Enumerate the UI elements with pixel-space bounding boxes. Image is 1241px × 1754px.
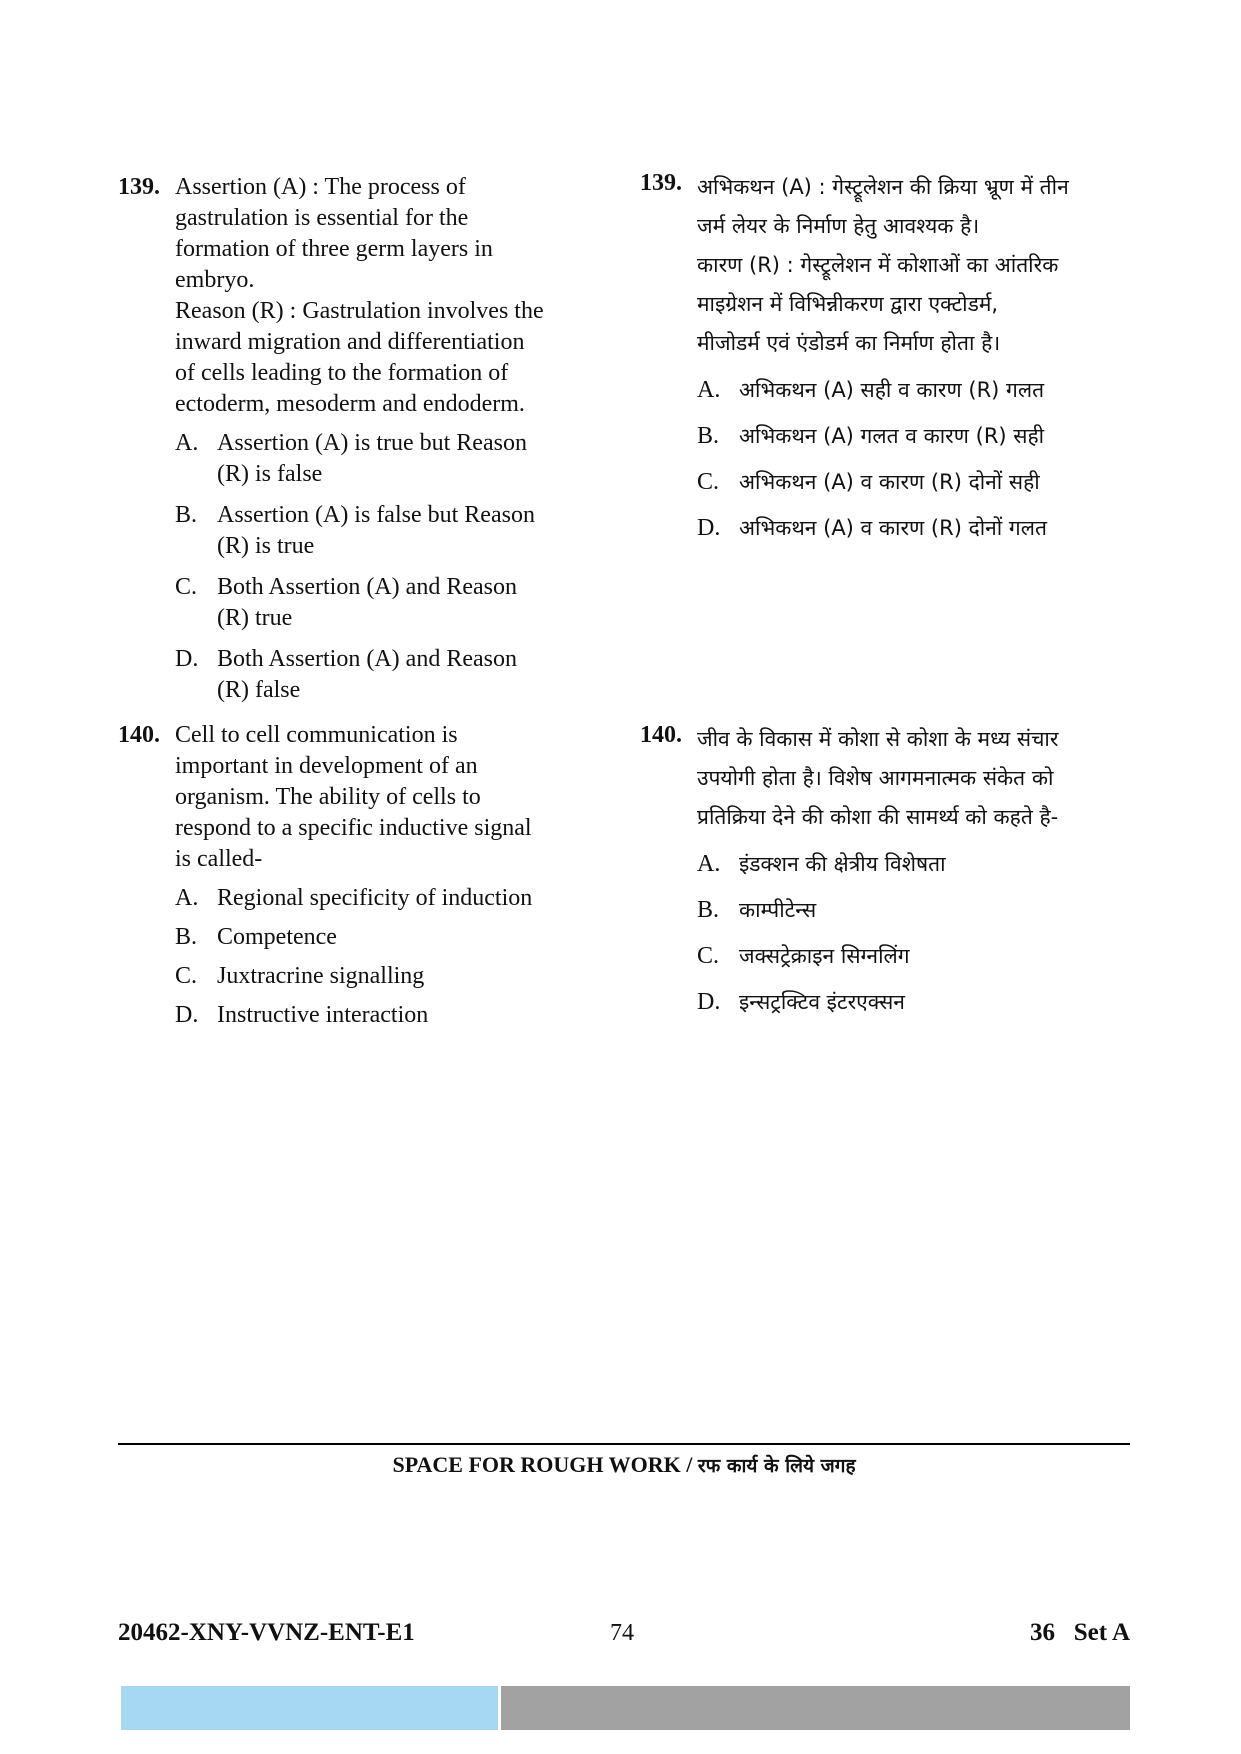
option-letter: A. — [697, 377, 721, 403]
option-text: अभिकथन (A) व कारण (R) दोनों गलत — [739, 516, 1047, 540]
option-b[interactable] — [175, 500, 618, 562]
footer-bar-blue — [121, 1686, 498, 1730]
option-letter: C. — [697, 469, 720, 495]
option-c[interactable] — [175, 961, 618, 992]
option-line: Both Assertion (A) and Reason — [217, 646, 517, 672]
option-d[interactable] — [697, 983, 1130, 1021]
option-c[interactable] — [697, 937, 1130, 975]
english-column — [118, 172, 618, 1039]
question-line: is called- — [175, 846, 263, 872]
question-line: gastrulation is essential for the — [175, 205, 469, 231]
question-line: Reason (R) : Gastrulation involves the — [175, 298, 544, 324]
question-text — [175, 720, 618, 875]
option-letter: A. — [175, 885, 199, 911]
option-letter: D. — [697, 989, 721, 1015]
option-letter: D. — [697, 515, 721, 541]
option-b[interactable] — [697, 417, 1130, 455]
option-d[interactable] — [175, 1000, 618, 1031]
page-number: 74 — [610, 1620, 634, 1646]
question-line: प्रतिक्रिया देने की कोशा की सामर्थ्य को कहते है- — [697, 805, 1059, 829]
option-text: इन्सट्रक्टिव इंटरएक्सन — [739, 990, 905, 1014]
option-text: जक्सट्रेक्राइन सिग्नलिंग — [739, 944, 910, 968]
option-text: अभिकथन (A) सही व कारण (R) गलत — [739, 378, 1045, 402]
option-text — [217, 644, 618, 706]
option-b[interactable] — [175, 922, 618, 953]
question-line: organism. The ability of cells to — [175, 784, 481, 810]
option-line: (R) false — [217, 677, 301, 703]
option-text: Regional specificity of induction — [217, 885, 533, 911]
option-letter: B. — [175, 502, 198, 528]
question-line: important in development of an — [175, 753, 478, 779]
option-text: काम्पीटेन्स — [739, 898, 817, 922]
option-text — [217, 500, 618, 562]
question-line: Cell to cell communication is — [175, 722, 458, 748]
question-number: 140. — [118, 722, 160, 748]
question-line: ectoderm, mesoderm and endoderm. — [175, 391, 525, 417]
option-d[interactable] — [175, 644, 618, 706]
option-letter: D. — [175, 646, 199, 672]
question-number: 140. — [640, 722, 682, 748]
question-number: 139. — [640, 170, 682, 196]
question-line: Assertion (A) : The process of — [175, 174, 466, 200]
question-line: respond to a specific inductive signal — [175, 815, 532, 841]
option-text: अभिकथन (A) व कारण (R) दोनों सही — [739, 470, 1040, 494]
question-line: formation of three germ layers in — [175, 236, 493, 262]
option-letter: C. — [697, 943, 720, 969]
question-140-hi — [640, 720, 1130, 1029]
option-a[interactable] — [175, 428, 618, 490]
question-line: कारण (R) : गेस्ट्रूलेशन में कोशाओं का आंतरिक — [697, 253, 1059, 277]
footer-bar-gray — [501, 1686, 1130, 1730]
question-139-en — [118, 172, 618, 706]
question-line: उपयोगी होता है। विशेष आगमनात्मक संकेत को — [697, 766, 1054, 790]
question-line: जीव के विकास में कोशा से कोशा के मध्य संचार — [697, 727, 1059, 751]
option-line: Assertion (A) is false but Reason — [217, 502, 535, 528]
question-line: माइग्रेशन में विभिन्नीकरण द्वारा एक्टोडर्म, — [697, 292, 999, 316]
option-b[interactable] — [697, 891, 1130, 929]
option-line: Assertion (A) is true but Reason — [217, 430, 527, 456]
option-letter: B. — [175, 924, 198, 950]
option-text: Instructive interaction — [217, 1002, 429, 1028]
option-text: अभिकथन (A) गलत व कारण (R) सही — [739, 424, 1045, 448]
booklet-code: 20462-XNY-VVNZ-ENT-E1 — [118, 1619, 415, 1646]
rough-work-label-en: SPACE FOR ROUGH WORK / — [392, 1452, 693, 1477]
option-a[interactable] — [697, 845, 1130, 883]
options-list — [697, 371, 1130, 547]
question-line: मीजोडर्म एवं एंडोडर्म का निर्माण होता है। — [697, 331, 1001, 355]
option-text: इंडक्शन की क्षेत्रीय विशेषता — [739, 852, 946, 876]
question-139-hi — [640, 168, 1130, 547]
option-text — [217, 428, 618, 490]
option-letter: B. — [697, 423, 720, 449]
question-text — [697, 168, 1130, 363]
rough-work-label-hi: रफ कार्य के लिये जगह — [697, 1455, 856, 1477]
options-list — [175, 428, 618, 706]
question-line: embryo. — [175, 267, 255, 293]
option-line: (R) true — [217, 605, 293, 631]
options-list — [697, 845, 1130, 1021]
option-letter: B. — [697, 897, 720, 923]
set-label: 36 Set A — [1030, 1619, 1130, 1646]
question-line: अभिकथन (A) : गेस्ट्रूलेशन की क्रिया भ्रूण में तीन — [697, 175, 1069, 199]
option-c[interactable] — [175, 572, 618, 634]
question-line: जर्म लेयर के निर्माण हेतु आवश्यक है। — [697, 214, 980, 238]
option-text: Juxtracrine signalling — [217, 963, 425, 989]
option-letter: A. — [697, 851, 721, 877]
question-140-en — [118, 720, 618, 1031]
question-line: inward migration and differentiation — [175, 329, 525, 355]
options-list — [175, 883, 618, 1031]
option-line: (R) is false — [217, 461, 323, 487]
option-letter: C. — [175, 963, 198, 989]
option-letter: C. — [175, 574, 198, 600]
option-a[interactable] — [175, 883, 618, 914]
option-text: Competence — [217, 924, 337, 950]
option-letter: A. — [175, 430, 199, 456]
option-line: (R) is true — [217, 533, 315, 559]
question-text — [175, 172, 618, 420]
option-c[interactable] — [697, 463, 1130, 501]
rough-work-divider — [118, 1443, 1130, 1445]
option-letter: D. — [175, 1002, 199, 1028]
question-text — [697, 720, 1130, 837]
question-line: of cells leading to the formation of — [175, 360, 509, 386]
option-line: Both Assertion (A) and Reason — [217, 574, 517, 600]
question-number: 139. — [118, 174, 160, 200]
option-d[interactable] — [697, 509, 1130, 547]
hindi-column — [640, 168, 1130, 1015]
option-a[interactable] — [697, 371, 1130, 409]
rough-work-label — [118, 1452, 1130, 1478]
option-text — [217, 572, 618, 634]
